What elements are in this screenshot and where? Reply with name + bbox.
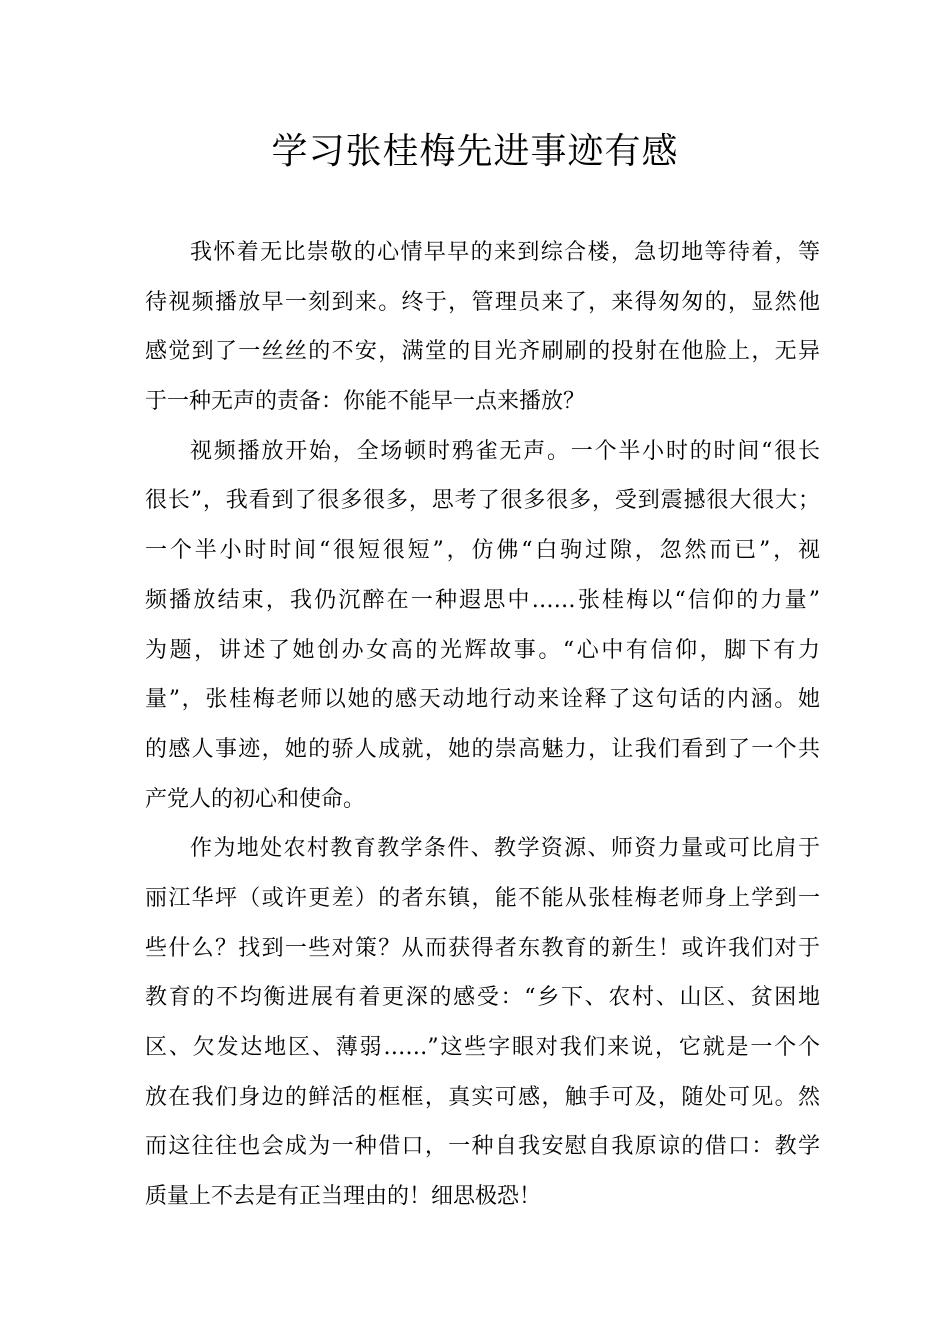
text-line: 丽江华坪（或许更差）的者东镇，能不能从张桂梅老师身上学到一 [145, 885, 820, 911]
document-title: 学习张桂梅先进事迹有感 [271, 131, 679, 172]
text-line: 频播放结束，我仍沉醉在一种遐思中……张桂梅以“信仰的力量” [145, 587, 820, 613]
document-body [145, 228, 820, 1222]
text-line: 视频播放开始，全场顿时鸦雀无声。一个半小时的时间“很长 [190, 438, 820, 464]
text-line: 我怀着无比崇敬的心情早早的来到综合楼，急切地等待着，等 [190, 240, 820, 265]
text-line: 很长”，我看到了很多很多，思考了很多很多，受到震撼很大很大； [145, 488, 820, 514]
text-line: 放在我们身边的鲜活的框框，真实可感，触手可及，随处可见。然 [145, 1084, 820, 1110]
text-line: 感觉到了一丝丝的不安，满堂的目光齐刷刷的投射在他脸上，无异 [145, 339, 820, 365]
text-line: 质量上不去是有正当理由的！细思极恐！ [145, 1184, 542, 1210]
text-line: 些什么？找到一些对策？从而获得者东教育的新生！或许我们对于 [145, 935, 820, 961]
text-line: 作为地处农村教育教学条件、教学资源、师资力量或可比肩于 [190, 836, 820, 862]
text-line: 一个半小时时间“很短很短”，仿佛“白驹过隙，忽然而已”，视 [145, 538, 820, 564]
text-line: 量”，张桂梅老师以她的感天动地行动来诠释了这句话的内涵。她 [145, 687, 820, 713]
text-line: 产党人的初心和使命。 [145, 786, 366, 812]
text-line: 区、欠发达地区、薄弱……”这些字眼对我们来说，它就是一个个 [145, 1035, 820, 1060]
text-line: 于一种无声的责备：你能不能早一点来播放？ [145, 389, 586, 415]
text-line: 为题，讲述了她创办女高的光辉故事。“心中有信仰，脚下有力 [145, 637, 820, 663]
text-line: 而这往往也会成为一种借口，一种自我安慰自我原谅的借口：教学 [145, 1134, 820, 1160]
text-line: 待视频播放早一刻到来。终于，管理员来了，来得匆匆的，显然他 [145, 289, 820, 315]
text-line: 的感人事迹，她的骄人成就，她的崇高魅力，让我们看到了一个共 [145, 736, 820, 762]
text-line: 教育的不均衡进展有着更深的感受：“乡下、农村、山区、贫困地 [145, 985, 820, 1011]
